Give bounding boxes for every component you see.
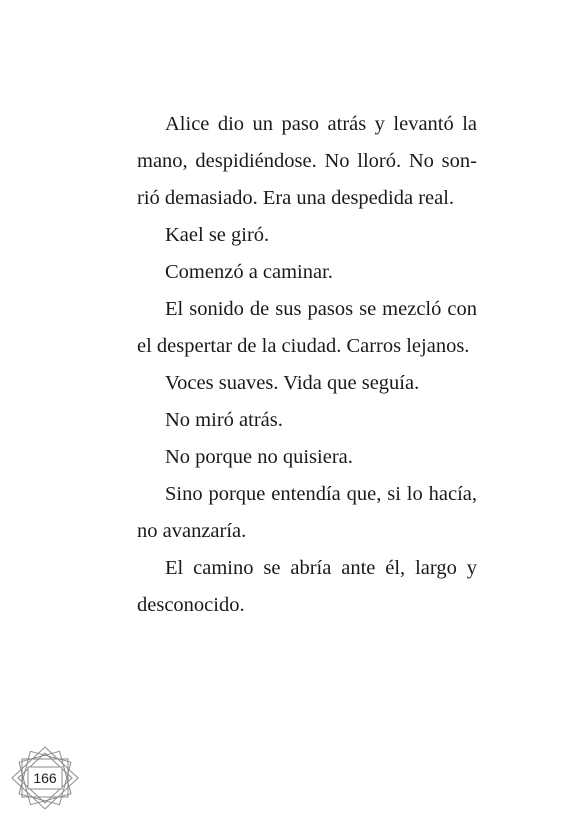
text-line-5: Comenzó a caminar. <box>165 261 333 283</box>
text-line-13: El camino se abría ante él, largo y <box>165 557 477 579</box>
text-line-6: El sonido de sus pasos se mezcló con <box>165 298 477 320</box>
text-line-8: Voces suaves. Vida que seguía. <box>165 372 420 394</box>
page-number: 166 <box>33 770 57 786</box>
text-line-4: Kael se giró. <box>165 224 270 246</box>
text-line-7: el despertar de la ciudad. Carros lejanos. <box>137 335 470 357</box>
text-line-3: rió demasiado. Era una despedida real. <box>137 187 455 209</box>
text-line-9: No miró atrás. <box>165 409 283 431</box>
text-line-11: Sino porque entendía que, si lo hacía, <box>165 483 477 505</box>
text-line-14: desconocido. <box>137 594 245 616</box>
body-text <box>137 106 477 624</box>
text-line-12: no avanzaría. <box>137 520 247 542</box>
text-line-2: mano, despidiéndose. No lloró. No son- <box>137 150 477 172</box>
text-line-1: Alice dio un paso atrás y levantó la <box>165 113 477 135</box>
text-line-10: No porque no quisiera. <box>165 446 353 468</box>
